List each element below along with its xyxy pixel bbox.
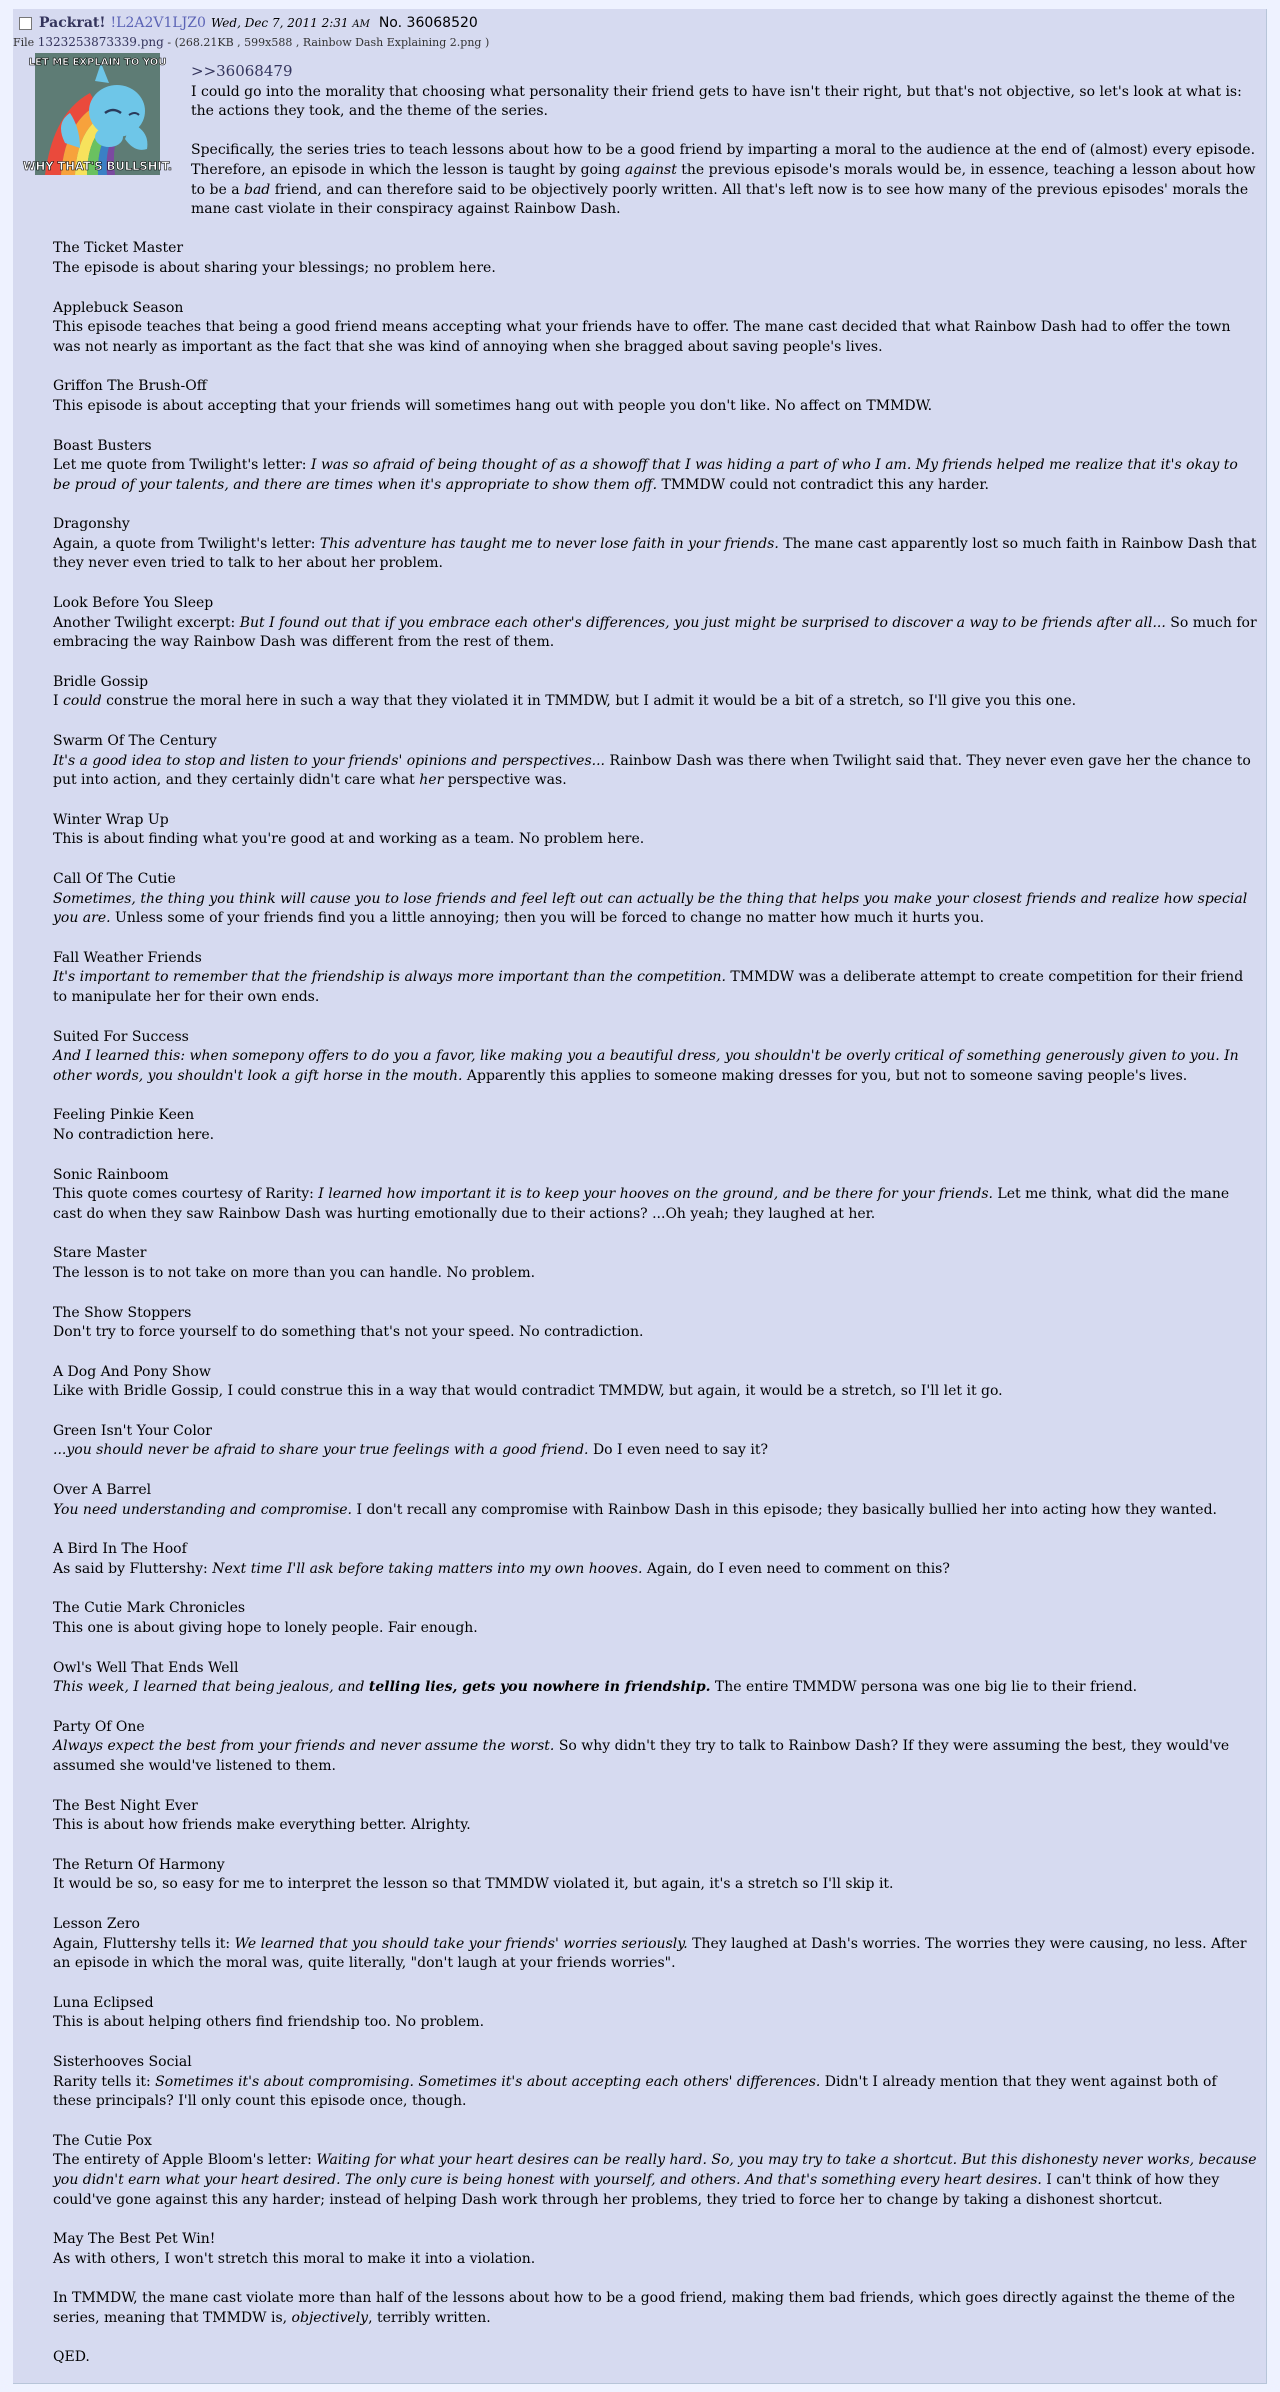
episode-quote: Always expect the best from your friends and never assume the worst. bbox=[53, 1738, 555, 1755]
episode-body-text: They laughed at Dash's worries. The worries they were causing, no less. After an episode in which the moral was, quite literally, "don't laugh at your friends worries". bbox=[53, 1935, 1247, 1972]
episode-title: A Dog And Pony Show bbox=[53, 1363, 211, 1380]
episode-block bbox=[53, 1244, 1258, 1283]
episode-body bbox=[53, 1678, 1258, 1698]
file-meta: - (268.21KB , 599x588 , Rainbow Dash Explaining 2.png ) bbox=[167, 36, 490, 49]
episode-body-text: So much for embracing the way Rainbow Dash was different from the rest of them. bbox=[53, 614, 1257, 651]
episode-block bbox=[53, 673, 1258, 712]
episode-body bbox=[53, 259, 1258, 279]
episode-body-text: Again, do I even need to comment on this? bbox=[642, 1560, 950, 1577]
episode-body bbox=[53, 614, 1258, 653]
episode-title: Luna Eclipsed bbox=[53, 1994, 154, 2011]
intro-paragraph-1: I could go into the morality that choosing what personality their friend gets to have isn't their right, but that's not objective, so let's look at what is: the actions they took, and the theme of the series. bbox=[191, 83, 1242, 120]
episode-body-text: I bbox=[53, 693, 63, 710]
episode-body-text: The mane cast apparently lost so much faith in Rainbow Dash that they never even tried to talk to her about her problem. bbox=[53, 535, 1257, 572]
episode-quote: And I learned this: when somepony offers to do you a favor, like making you a beautiful dress, you shouldn't be overly critical of something generously given to you. In other words, you shouldn't look a gift horse in the mouth. bbox=[53, 1048, 1239, 1084]
episode-body bbox=[53, 1816, 1258, 1836]
episode-body bbox=[53, 535, 1258, 574]
episode-title: Winter Wrap Up bbox=[53, 811, 169, 828]
episode-body bbox=[53, 1185, 1258, 1224]
file-label: File bbox=[13, 36, 35, 49]
episode-title: Dragonshy bbox=[53, 516, 130, 533]
episode-body bbox=[53, 1501, 1258, 1521]
episode-body bbox=[53, 1264, 1258, 1284]
episode-body-text: It would be so, so easy for me to interpret the lesson so that TMMDW violated it, but again, it's a stretch so I'll skip it. bbox=[53, 1876, 894, 1893]
post-number[interactable] bbox=[379, 15, 478, 31]
episode-list bbox=[53, 239, 1258, 2269]
episode-title: Lesson Zero bbox=[53, 1915, 140, 1932]
episode-quote: You need understanding and compromise. bbox=[53, 1501, 353, 1518]
episode-block bbox=[53, 239, 1258, 278]
conclusion bbox=[53, 2289, 1258, 2328]
conclusion-post: , terribly written. bbox=[368, 2309, 491, 2326]
episode-title: May The Best Pet Win! bbox=[53, 2231, 216, 2248]
episode-block bbox=[53, 949, 1258, 1008]
episode-body-text: Didn't I already mention that they went against both of these principals? I'll only count this episode once, though. bbox=[53, 2073, 1217, 2110]
episode-body bbox=[53, 1323, 1258, 1343]
episode-body bbox=[53, 1382, 1258, 1402]
episode-block bbox=[53, 1797, 1258, 1836]
episode-title: Swarm Of The Century bbox=[53, 733, 217, 750]
episode-title: The Return Of Harmony bbox=[53, 1856, 225, 1873]
episode-title: Over A Barrel bbox=[53, 1482, 152, 1499]
episode-block bbox=[53, 1994, 1258, 2033]
episode-block bbox=[53, 1856, 1258, 1895]
episode-block bbox=[53, 1166, 1258, 1225]
episode-quote: I was so afraid of being thought of as a showoff that I was hiding a part of who I am. My friends helped me realize that it's okay to be proud of your talents, and there are times when it's appropriate to show them off. bbox=[53, 457, 1238, 493]
episode-quote: Next time I'll ask before taking matters into my own hooves. bbox=[212, 1560, 643, 1577]
episode-body-text: This is about how friends make everything better. Alrighty. bbox=[53, 1817, 471, 1834]
episode-body bbox=[53, 1737, 1258, 1776]
episode-title: Feeling Pinkie Keen bbox=[53, 1107, 195, 1124]
episode-quote: But I found out that if you embrace each other's differences, you just might be surprised to discover a way to be friends after all... bbox=[239, 614, 1166, 631]
episode-block bbox=[53, 594, 1258, 653]
episode-body-text: Do I even need to say it? bbox=[588, 1442, 768, 1459]
episode-body-text: No contradiction here. bbox=[53, 1126, 215, 1143]
thumb-top-text: LET ME EXPLAIN TO YOU bbox=[28, 57, 167, 68]
intro-2-em1: against bbox=[624, 161, 677, 178]
episode-block bbox=[53, 1028, 1258, 1087]
post-ampm: AM bbox=[352, 19, 370, 30]
episode-title: Call Of The Cutie bbox=[53, 871, 176, 887]
episode-block bbox=[53, 1304, 1258, 1343]
episode-body bbox=[53, 456, 1258, 495]
episode-quote: Waiting for what your heart desires can be really hard. So, you may try to take a shortcut. But this dishonesty never works, because you didn't earn what your heart desired. The only cure is being honest with yourself, and others. And that's something every heart desires. bbox=[53, 2152, 1257, 2188]
episode-block bbox=[53, 515, 1258, 574]
episode-title: Sonic Rainboom bbox=[53, 1166, 169, 1183]
episode-quote: Sometimes it's about compromising. Sometimes it's about accepting each others' differences. bbox=[155, 2073, 821, 2090]
post-number-label[interactable]: No. bbox=[378, 15, 403, 31]
episode-body-text: This is about helping others find friendship too. No problem. bbox=[53, 2014, 485, 2031]
episode-body-text: This quote comes courtesy of Rarity: bbox=[53, 1186, 319, 1203]
episode-block bbox=[53, 1481, 1258, 1520]
episode-body-text: As said by Fluttershy: bbox=[53, 1560, 213, 1577]
episode-title: Look Before You Sleep bbox=[53, 595, 214, 612]
post-date: Wed, Dec 7, 2011 2:31 bbox=[210, 16, 349, 30]
episode-body-text: I can't think of how they could've gone against this any harder; instead of helping Dash work through her problems, they tried to force her to change by taking a dishonest shortcut. bbox=[53, 2171, 1220, 2208]
episode-quote: It's a good idea to stop and listen to your friends' opinions and perspectives... bbox=[53, 752, 606, 769]
poster-tripcode: !L2A2V1LJZ0 bbox=[110, 15, 206, 31]
episode-body-text: The entirety of Apple Bloom's letter: bbox=[53, 2152, 317, 2169]
episode-block bbox=[53, 377, 1258, 416]
episode-body-text: This is about finding what you're good at and working as a team. No problem here. bbox=[53, 831, 645, 848]
episode-title: The Cutie Mark Chronicles bbox=[53, 1600, 246, 1617]
episode-title: Party Of One bbox=[53, 1718, 145, 1735]
episode-body bbox=[53, 2073, 1258, 2112]
episode-title: The Best Night Ever bbox=[53, 1797, 198, 1814]
episode-block bbox=[53, 437, 1258, 496]
episode-block bbox=[53, 1422, 1258, 1461]
intro-2c: friend, and can therefore said to be objectively poorly written. All that's left now is to see how many of the previous episodes' morals the mane cast violate in their conspiracy against Rainbow Dash. bbox=[191, 181, 1249, 218]
episode-body-text: This episode teaches that being a good friend means accepting what your friends have to offer. The mane cast decided that what Rainbow Dash had to offer the town was not nearly as important as the fact that she was kind of annoying when she bragged about saving people's lives. bbox=[53, 319, 1231, 355]
episode-quote: We learned that you should take your friends' worries seriously. bbox=[234, 1935, 688, 1952]
episode-title: Griffon The Brush-Off bbox=[53, 378, 207, 395]
episode-quote: could bbox=[62, 693, 102, 710]
episode-body-text: I don't recall any compromise with Rainbow Dash in this episode; they basically bullied her into acting how they wanted. bbox=[352, 1501, 1217, 1518]
episode-body-text: This one is about giving hope to lonely people. Fair enough. bbox=[53, 1620, 478, 1637]
episode-body-text: The lesson is to not take on more than you can handle. No problem. bbox=[53, 1264, 536, 1281]
episode-body bbox=[53, 1047, 1258, 1086]
quote-link-line bbox=[53, 62, 1258, 83]
episode-body-text: Unless some of your friends find you a little annoying; then you will be forced to change no matter how much it hurts you. bbox=[110, 910, 985, 927]
episode-body bbox=[53, 2013, 1258, 2033]
episode-body bbox=[53, 692, 1258, 712]
quote-link[interactable]: >>36068479 bbox=[191, 62, 293, 80]
episode-title: A Bird In The Hoof bbox=[53, 1541, 187, 1558]
post-number-value[interactable]: 36068520 bbox=[406, 15, 478, 31]
episode-title: Boast Busters bbox=[53, 437, 152, 454]
episode-body bbox=[53, 1619, 1258, 1639]
intro-2b: the previous episode's morals would be, in essence, teaching a lesson about how to be a bbox=[191, 161, 1256, 198]
episode-title: Green Isn't Your Color bbox=[53, 1422, 212, 1439]
episode-body-text: construe the moral here in such a way that they violated it in TMMDW, but I admit it would be a bit of a stretch, so I'll give you this one. bbox=[101, 693, 1077, 710]
episode-body bbox=[53, 318, 1258, 357]
episode-quote: Sometimes, the thing you think will cause you to lose friends and feel left out can actually be the thing that helps you make your closest friends and realize how special you are. bbox=[53, 890, 1248, 927]
episode-block bbox=[53, 2230, 1258, 2269]
episode-body bbox=[53, 1875, 1258, 1895]
episode-body bbox=[53, 1441, 1258, 1461]
episode-block bbox=[53, 870, 1258, 929]
episode-title: The Ticket Master bbox=[53, 240, 184, 257]
post-select-checkbox[interactable] bbox=[19, 17, 32, 30]
episode-quote: It's important to remember that the friendship is always more important than the competition. bbox=[53, 969, 726, 986]
episode-block bbox=[53, 1599, 1258, 1638]
episode-block bbox=[53, 1718, 1258, 1777]
episode-title: Applebuck Season bbox=[53, 299, 184, 316]
episode-title: Bridle Gossip bbox=[53, 673, 149, 690]
conclusion-em: objectively bbox=[291, 2309, 369, 2326]
episode-body-text: This episode is about accepting that your friends will sometimes hang out with people you don't like. No affect on TMMDW. bbox=[53, 397, 933, 414]
reply-post bbox=[13, 9, 1267, 2384]
episode-body-text: Let me quote from Twilight's letter: bbox=[53, 457, 311, 474]
episode-body-text: TMMDW was a deliberate attempt to create competition for their friend to manipulate her for their own ends. bbox=[53, 969, 1244, 1005]
post-datetime bbox=[211, 16, 370, 30]
episode-body-text: Again, Fluttershy tells it: bbox=[53, 1935, 235, 1952]
episode-body-text: The episode is about sharing your blessings; no problem here. bbox=[53, 259, 496, 276]
episode-body-text: TMMDW could not contradict this any harder. bbox=[657, 476, 989, 493]
episode-quote: ...you should never be afraid to share your true feelings with a good friend. bbox=[53, 1442, 589, 1459]
episode-body-text: Rainbow Dash was there when Twilight said that. They never even gave her the chance to put into action, and they certainly didn't care what bbox=[53, 752, 1251, 789]
episode-body-text: Again, a quote from Twilight's letter: bbox=[53, 535, 320, 552]
episode-title: The Cutie Pox bbox=[53, 2132, 152, 2149]
episode-body-text: So why didn't they try to talk to Rainbow Dash? If they were assuming the best, they would've assumed she would've listened to them. bbox=[53, 1738, 1230, 1774]
episode-body-text: perspective was. bbox=[443, 772, 567, 789]
conclusion-pre: In TMMDW, the mane cast violate more than half of the lessons about how to be a good friend, making them bad friends, which goes directly against the theme of the series, meaning that TMMDW is, bbox=[53, 2290, 1236, 2326]
episode-body bbox=[53, 1126, 1258, 1146]
episode-block bbox=[53, 2132, 1258, 2210]
intro-paragraph-2 bbox=[53, 141, 1258, 219]
poster-name: Packrat! bbox=[39, 15, 106, 31]
episode-block bbox=[53, 811, 1258, 850]
episode-body bbox=[53, 397, 1258, 417]
intro-2a: Specifically, the series tries to teach lessons about how to be a good friend by imparting a moral to the audience at the end of (almost) every episode. Therefore, an episode in which the lesson is taught by going bbox=[191, 142, 1256, 178]
episode-title: Sisterhooves Social bbox=[53, 2053, 192, 2070]
episode-title: The Show Stoppers bbox=[53, 1304, 192, 1321]
qed: QED. bbox=[53, 2349, 90, 2366]
episode-block bbox=[53, 1540, 1258, 1579]
episode-body-text: The entire TMMDW persona was one big lie to their friend. bbox=[710, 1679, 1138, 1696]
episode-block bbox=[53, 1659, 1258, 1698]
episode-body bbox=[53, 890, 1258, 929]
episode-title: Suited For Success bbox=[53, 1028, 189, 1045]
episode-body bbox=[53, 2250, 1258, 2270]
episode-body-text: Another Twilight excerpt: bbox=[53, 614, 240, 631]
episode-body-text: Like with Bridle Gossip, I could construe this in a way that would contradict TMMDW, but again, it would be a stretch, so I'll let it go. bbox=[53, 1383, 1003, 1400]
episode-body bbox=[53, 968, 1258, 1007]
episode-body-text: Don't try to force yourself to do something that's not your speed. No contradiction. bbox=[53, 1324, 644, 1341]
file-link[interactable]: 1323253873339.png bbox=[37, 35, 164, 49]
post-header bbox=[19, 13, 1260, 33]
episode-body bbox=[53, 830, 1258, 850]
episode-body-text: Apparently this applies to someone making dresses for you, but not to someone saving people's lives. bbox=[462, 1067, 1188, 1084]
episode-body-text: Let me think, what did the mane cast do when they saw Rainbow Dash was hurting emotionally due to their actions? ...Oh yeah; they laughed at her. bbox=[53, 1186, 1230, 1222]
episode-block bbox=[53, 1915, 1258, 1974]
episode-title: Owl's Well That Ends Well bbox=[53, 1659, 239, 1676]
intro-2-em2: bad bbox=[244, 181, 271, 198]
file-info bbox=[13, 35, 489, 49]
episode-block bbox=[53, 732, 1258, 791]
episode-body-text: As with others, I won't stretch this moral to make it into a violation. bbox=[53, 2250, 536, 2267]
episode-block bbox=[53, 2053, 1258, 2112]
episode-body bbox=[53, 1560, 1258, 1580]
episode-body bbox=[53, 752, 1258, 791]
thumb-bottom-text: WHY THAT'S BULLSHIT. bbox=[22, 159, 173, 173]
episode-quote-bold: telling lies, gets you nowhere in friendship. bbox=[368, 1679, 711, 1696]
post-message bbox=[53, 62, 1258, 2368]
episode-block bbox=[53, 1106, 1258, 1145]
episode-block bbox=[53, 1363, 1258, 1402]
episode-body bbox=[53, 2151, 1258, 2210]
episode-quote: I learned how important it is to keep your hooves on the ground, and be there for your friends. bbox=[318, 1186, 993, 1203]
episode-block bbox=[53, 299, 1258, 358]
episode-quote: her bbox=[419, 772, 444, 789]
episode-body-text: Rarity tells it: bbox=[53, 2073, 156, 2090]
episode-title: Stare Master bbox=[53, 1245, 147, 1262]
episode-body bbox=[53, 1935, 1258, 1974]
episode-quote: This adventure has taught me to never lose faith in your friends. bbox=[319, 535, 779, 552]
episode-quote: This week, I learned that being jealous, and bbox=[53, 1679, 369, 1696]
episode-title: Fall Weather Friends bbox=[53, 949, 202, 966]
